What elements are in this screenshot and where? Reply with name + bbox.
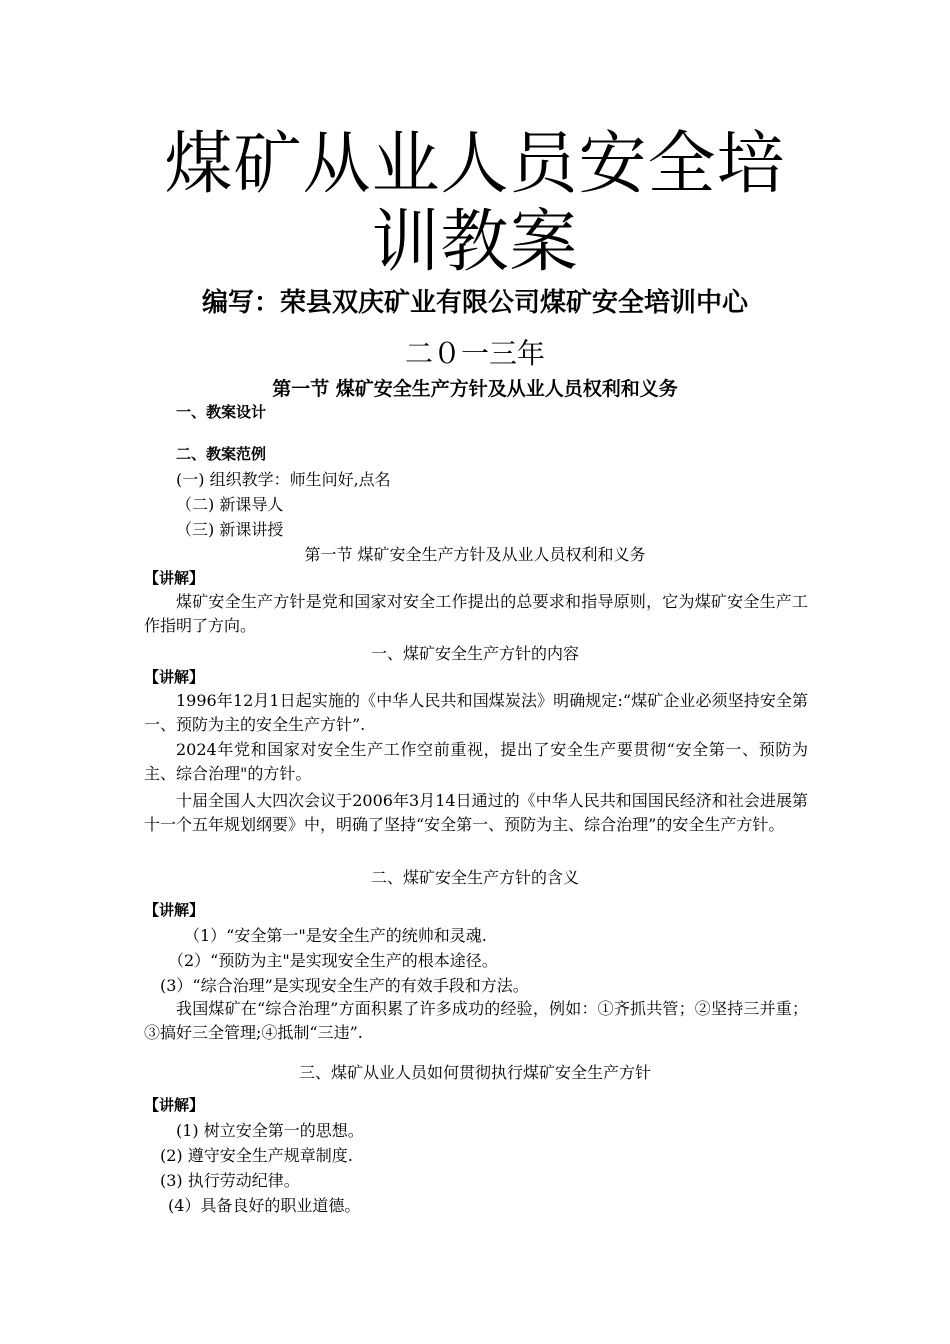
lecture-label-2: 【讲解】 — [144, 668, 205, 686]
action-item-4: (4）具备良好的职业道德。 — [168, 1196, 361, 1215]
subsection-title-4: 三、煤矿从业人员如何贯彻执行煤矿安全生产方针 — [298, 1063, 651, 1082]
author-line: 编写：荣县双庆矿业有限公司煤矿安全培训中心 — [201, 288, 748, 318]
section-title: 第一节 煤矿安全生产方针及从业人员权利和义务 — [272, 378, 678, 400]
action-item-3: (3) 执行劳动纪律。 — [160, 1171, 300, 1190]
action-item-1: (1) 树立安全第一的思想。 — [176, 1121, 364, 1140]
subsection-title-3: 二、煤矿安全生产方针的含义 — [370, 868, 579, 887]
paragraph-2006-plan: 十届全国人大四次会议于2006年3月14日通过的《中华人民共和国国民经济和社会进展第十一个五年规划纲要》中，明确了坚持“安全第一、预防为主、综合治理”的安全生产方针。 — [144, 791, 808, 834]
subsection-title-2: 一、煤矿安全生产方针的内容 — [370, 644, 579, 663]
paragraph-experience: 我国煤矿在“综合治理”方面积累了许多成功的经验，例如：①齐抓共管；②坚持三并重；③搞好三全管理;④抵制“三违”. — [144, 999, 808, 1042]
lecture-label-1: 【讲解】 — [144, 569, 205, 587]
document-title-line-1: 煤矿从业人员安全培 — [164, 125, 786, 204]
action-item-2: (2) 遵守安全生产规章制度. — [160, 1146, 353, 1165]
meaning-item-3: (3）“综合治理”是实现安全生产的有效手段和方法。 — [160, 976, 529, 995]
document-title-line-2: 训教案 — [371, 203, 579, 282]
paragraph-2024-policy: 2024年党和国家对安全生产工作空前重视，提出了安全生产要贯彻“安全第一、预防为主、综合治理"的方针。 — [144, 740, 808, 783]
list-item-teach: （三) 新课讲授 — [176, 520, 284, 539]
lecture-label-3: 【讲解】 — [144, 901, 205, 919]
subsection-title-1: 第一节 煤矿安全生产方针及从业人员权利和义务 — [304, 545, 646, 564]
paragraph-intro: 煤矿安全生产方针是党和国家对安全工作提出的总要求和指导原则，它为煤矿安全生产工作指明了方向。 — [144, 592, 808, 635]
heading-lesson-example: 二、教案范例 — [176, 445, 267, 463]
meaning-item-1: （1）“安全第一"是安全生产的统帅和灵魂. — [184, 926, 487, 945]
lecture-label-4: 【讲解】 — [144, 1096, 205, 1114]
meaning-item-2: （2）“预防为主"是实现安全生产的根本途径。 — [168, 951, 498, 970]
heading-lesson-design: 一、教案设计 — [176, 403, 267, 421]
year-line: 二０一三年 — [404, 337, 545, 370]
list-item-organize: (一) 组织教学：师生问好,点名 — [176, 470, 391, 489]
list-item-introduce: （二) 新课导人 — [176, 495, 284, 514]
paragraph-1996-law: 1996年12月1日起实施的《中华人民共和国煤炭法》明确规定:“煤矿企业必须坚持安全第一、预防为主的安全生产方针”. — [144, 691, 808, 734]
